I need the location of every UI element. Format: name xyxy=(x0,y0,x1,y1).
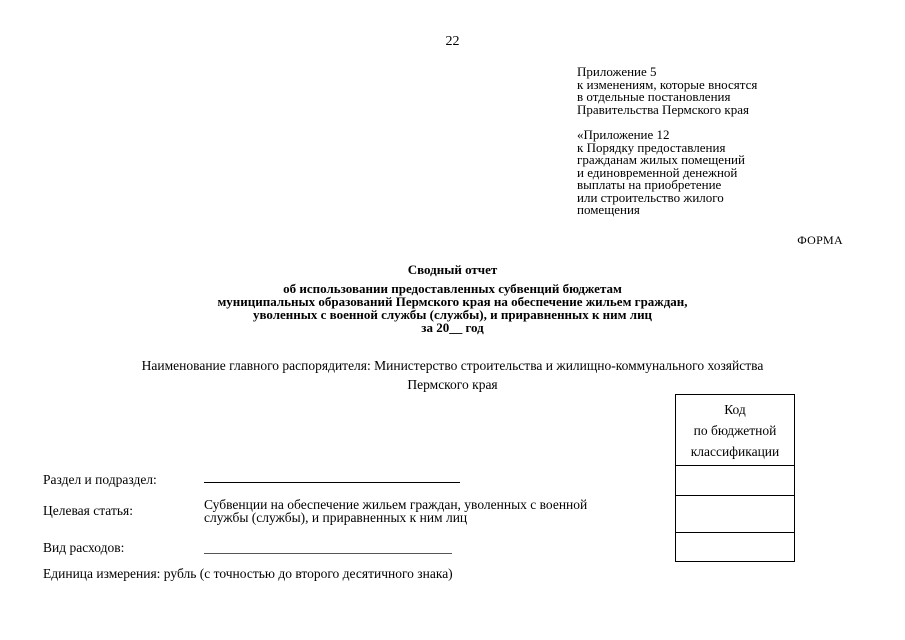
annex-12-header xyxy=(577,129,745,217)
distributor-line: Наименование главного распорядителя: Министерство строительства и жилищно-коммунального хозяйства xyxy=(141,358,764,373)
budget-code-line: классификации xyxy=(690,444,780,459)
distributor-text xyxy=(0,356,905,394)
annex-inner-line: или строительство жилого xyxy=(577,189,724,205)
target-value-line: службы (службы), и приравненных к ним лиц xyxy=(204,510,468,525)
target-label: Целевая статья: xyxy=(43,503,133,518)
report-subtitle-line: за 20__ год xyxy=(421,320,484,335)
page-number: 22 xyxy=(445,34,460,49)
expense-field-line xyxy=(204,553,452,554)
annex-inner-line: помещения xyxy=(577,202,640,217)
annex-line: Приложение 5 xyxy=(577,64,657,79)
annex-inner-line: гражданам жилых помещений xyxy=(577,152,745,167)
unit-text: Единица измерения: рубль (с точностью до второго десятичного знака) xyxy=(43,566,453,581)
annex-line: к изменениям, которые вносятся xyxy=(577,76,758,92)
report-subtitle-line: об использовании предоставленных субвенций бюджетам xyxy=(283,281,622,296)
annex-line: Правительства Пермского края xyxy=(577,101,749,117)
annex-inner-line: и единовременной денежной xyxy=(577,164,738,180)
annex-inner-line: «Приложение 12 xyxy=(577,127,670,142)
target-value xyxy=(204,498,587,524)
report-subtitle xyxy=(0,282,905,334)
section-field-line xyxy=(204,482,460,483)
form-label: ФОРМА xyxy=(797,233,843,247)
budget-code-header xyxy=(676,399,794,462)
budget-code-box xyxy=(675,394,795,562)
expense-label: Вид расходов: xyxy=(43,540,125,555)
annex-inner-line: выплаты на приобретение xyxy=(577,177,722,192)
code-box-divider xyxy=(676,495,794,496)
code-box-divider xyxy=(676,532,794,533)
report-heading: Сводный отчет xyxy=(407,262,498,277)
section-label: Раздел и подраздел: xyxy=(43,472,157,487)
annex-inner-line: к Порядку предоставления xyxy=(577,139,726,155)
target-value-line: Субвенции на обеспечение жильем граждан, уволенных с военной xyxy=(204,497,588,512)
code-box-divider xyxy=(676,465,794,466)
report-subtitle-line: муниципальных образований Пермского края на обеспечение жильем граждан, xyxy=(217,294,688,309)
budget-code-line: Код xyxy=(724,402,746,417)
report-subtitle-line: уволенных с военной службы (службы), и приравненных к ним лиц xyxy=(252,307,653,322)
budget-code-line: по бюджетной xyxy=(693,423,777,438)
distributor-line: Пермского края xyxy=(407,377,498,392)
annex-5-header xyxy=(577,66,757,116)
annex-line: в отдельные постановления xyxy=(577,89,731,104)
